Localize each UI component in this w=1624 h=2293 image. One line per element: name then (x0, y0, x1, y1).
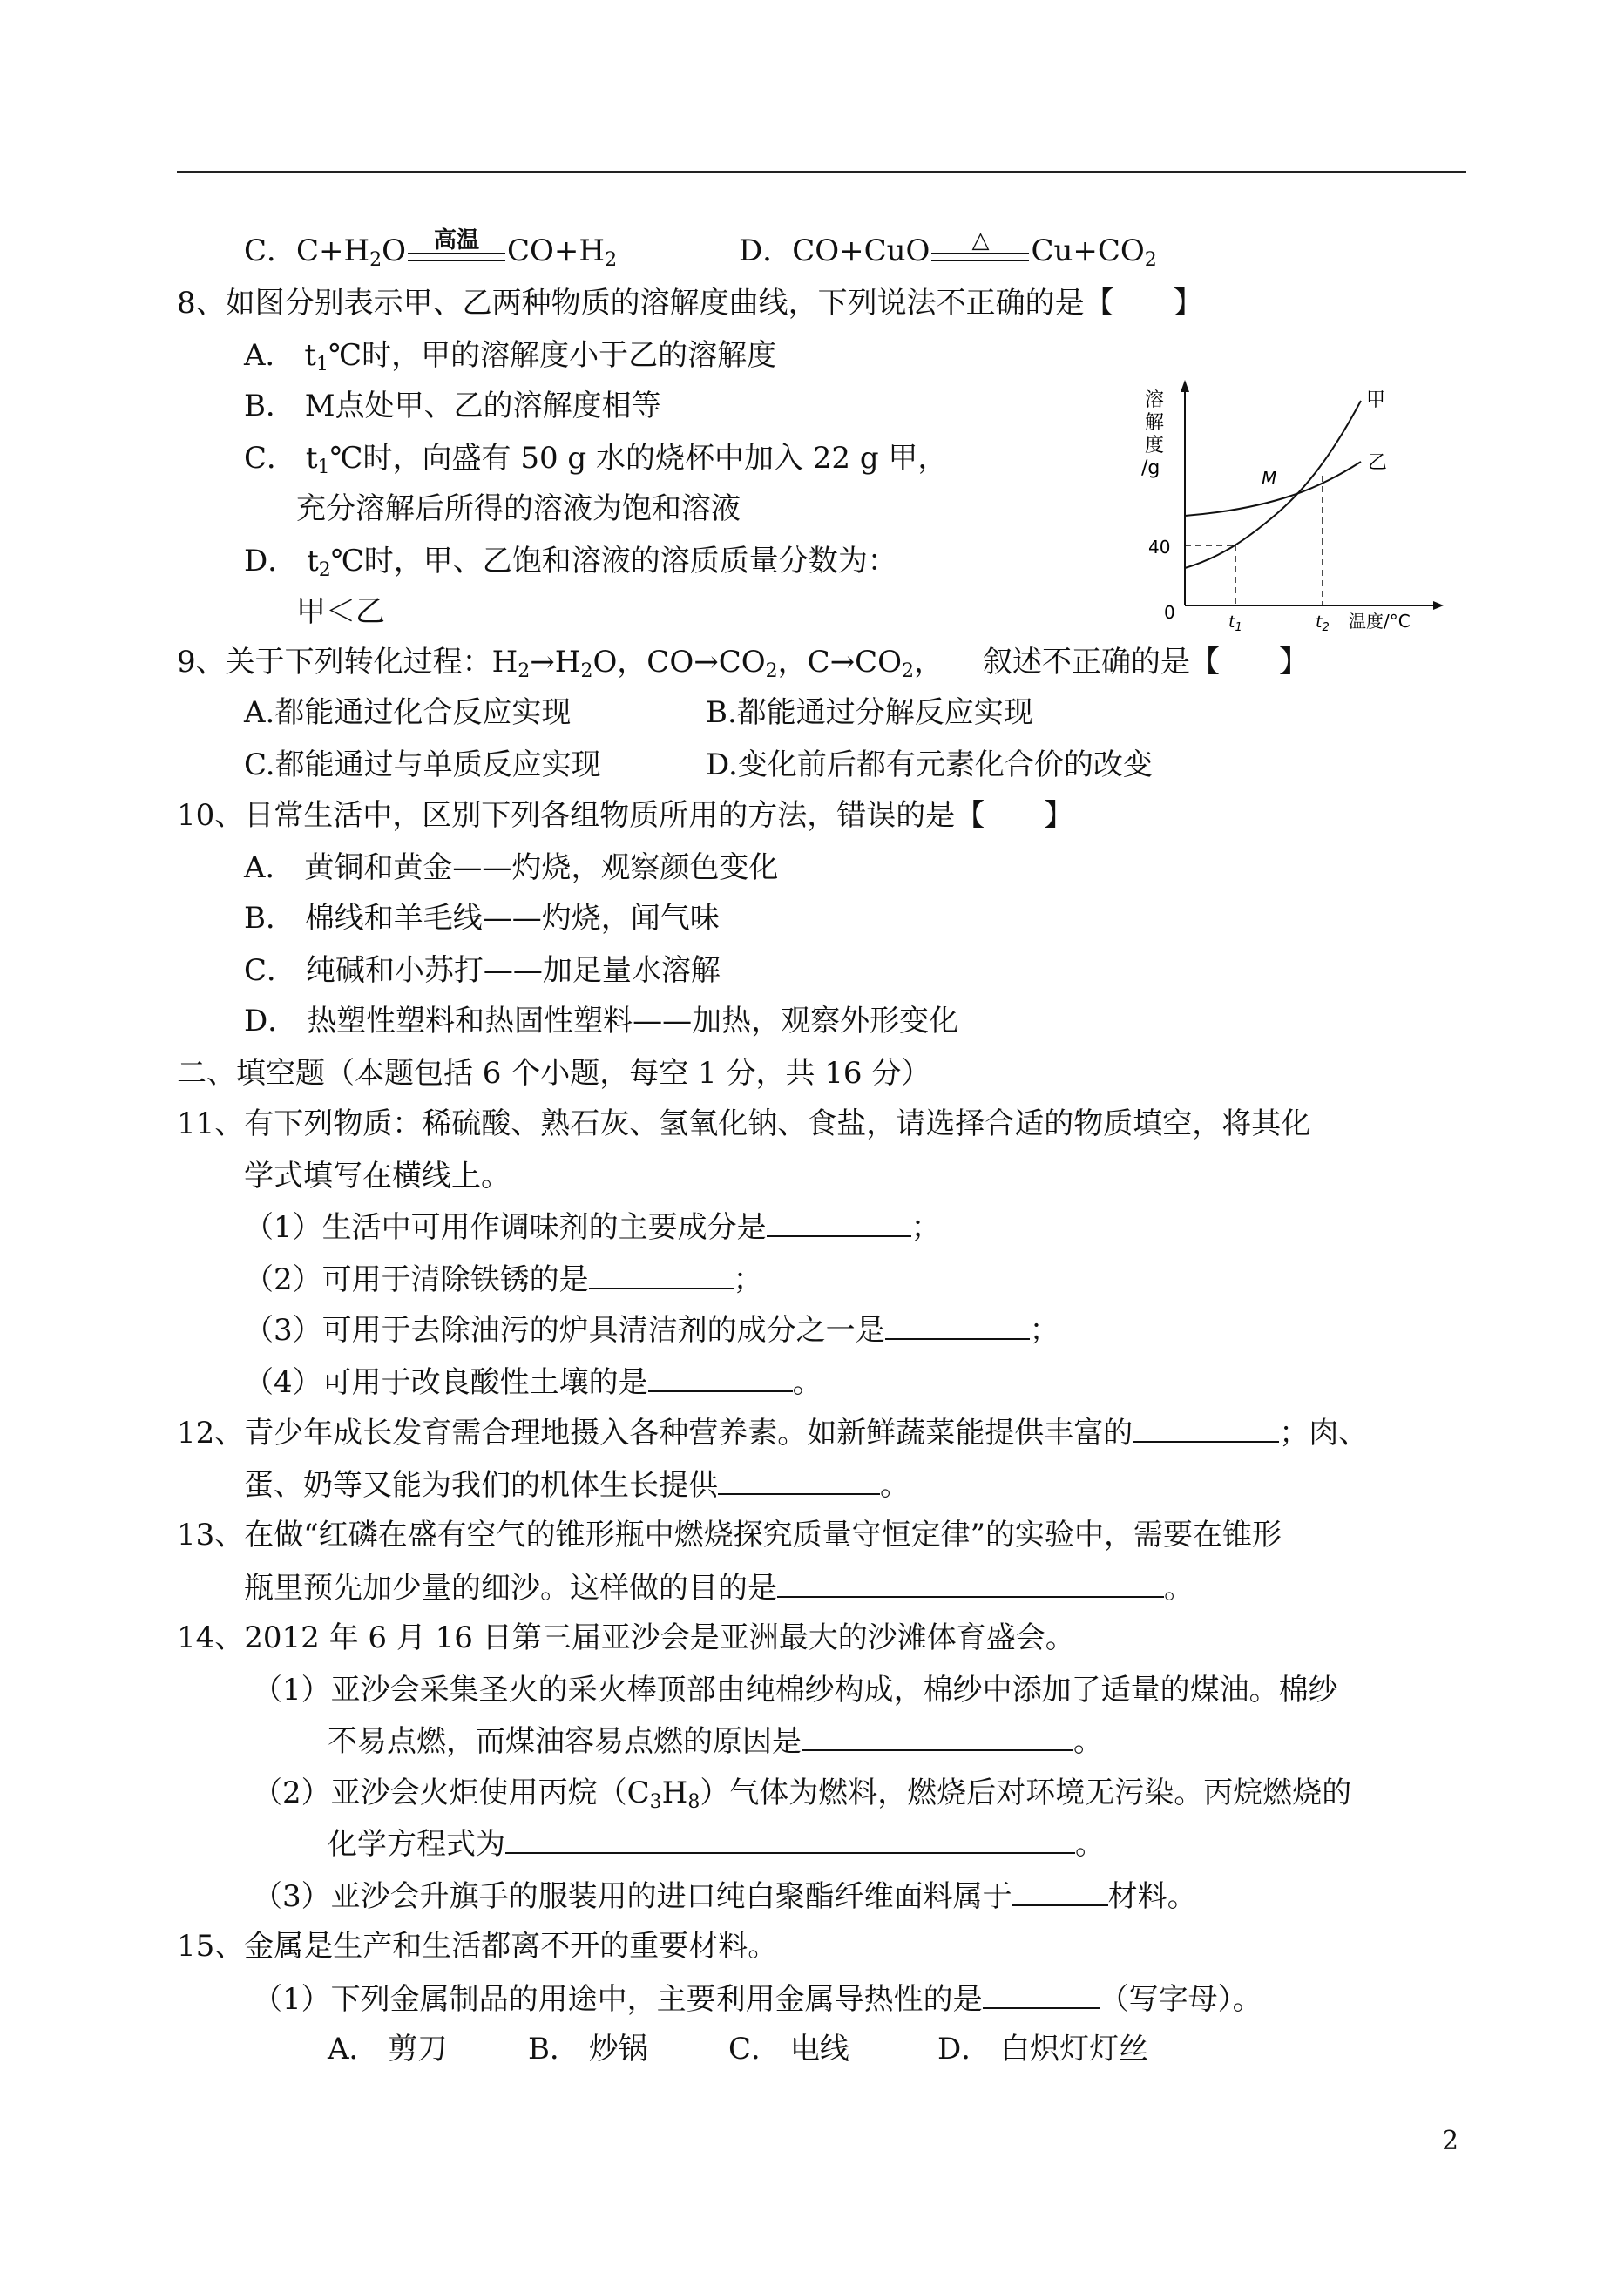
q14-part-1-cont: 不易点燃，而煤油容易点燃的原因是 。 (328, 1724, 1103, 1759)
answer-blank[interactable] (718, 1467, 880, 1495)
q8-option-c-cont: 充分溶解后所得的溶液为饱和溶液 (296, 491, 741, 526)
q14-part-3: （3）亚沙会升旗手的服装用的进口纯白聚酯纤维面料属于 材料。 (253, 1879, 1197, 1914)
q11-part-2: （2）可用于清除铁锈的是 ； (244, 1262, 763, 1297)
q15-part-1: （1）下列金属制品的用途中，主要利用金属导热性的是 （写字母）。 (253, 1982, 1262, 2017)
x-tick-t2: $t_2$ (1316, 612, 1330, 634)
q15-option-a: A． 剪刀 (328, 2032, 448, 2066)
q8-stem: 8、如图分别表示甲、乙两种物质的溶解度曲线，下列说法不正确的是【 】 (177, 286, 1203, 321)
q15-option-b: B． 炒锅 (528, 2032, 648, 2066)
y-axis-label-3: 度 (1145, 435, 1165, 457)
series-jia-label: 甲 (1366, 389, 1386, 411)
y-tick-40: 40 (1148, 537, 1171, 558)
q10-option-a: A． 黄铜和黄金——灼烧，观察颜色变化 (244, 850, 779, 885)
x-axis-label: 温度/°C (1349, 611, 1411, 632)
q8-option-d-cont: 甲＜乙 (296, 594, 385, 629)
q13-line-1: 13、在做“红磷在盛有空气的锥形瓶中燃烧探究质量守恒定律”的实验中，需要在锥形 (177, 1518, 1282, 1552)
q9-option-d: D.变化前后都有元素化合价的改变 (706, 747, 1153, 782)
point-m-label: M (1262, 468, 1277, 489)
q11-part-1: （1）生活中可用作调味剂的主要成分是 ； (244, 1210, 941, 1245)
q7-option-d: D．CO+CuO △ $Cu+CO_2$ (739, 227, 1157, 271)
q9-stem-tail: 叙述不正确的是【 】 (983, 645, 1309, 680)
answer-blank[interactable] (505, 1826, 1075, 1854)
x-tick-t1: $t_1$ (1228, 612, 1242, 634)
q11-part-3: （3）可用于去除油污的炉具清洁剂的成分之一是 ； (244, 1313, 1059, 1348)
q10-option-c: C． 纯碱和小苏打——加足量水溶解 (244, 953, 721, 988)
answer-blank[interactable] (767, 1209, 911, 1237)
q15-option-d: D． 白炽灯灯丝 (937, 2032, 1149, 2066)
section-2-heading: 二、填空题（本题包括 6 个小题，每空 1 分，共 16 分） (177, 1056, 931, 1091)
q15-option-c: C． 电线 (728, 2032, 849, 2066)
q8-option-a: A． $t_1℃$时，甲的溶解度小于乙的溶解度 (244, 338, 777, 375)
y-axis-label-1: 溶 (1145, 389, 1165, 411)
q12-line-1: 12、青少年成长发育需合理地摄入各种营养素。如新鲜蔬菜能提供丰富的 ；肉、 (177, 1416, 1369, 1451)
q11-part-4: （4）可用于改良酸性土壤的是 。 (244, 1365, 822, 1400)
q9-option-b: B.都能通过分解反应实现 (706, 695, 1033, 730)
answer-blank[interactable] (983, 1981, 1100, 2009)
q11-stem-cont: 学式填写在横线上。 (244, 1159, 511, 1194)
reaction-condition-heat: △ (931, 233, 1029, 268)
y-axis-label-4: /g (1141, 457, 1160, 479)
q9-stem: 9、关于下列转化过程：$H_2\to H_2O$，$CO\to CO_2$，$C\to CO_2$， (177, 645, 944, 682)
header-rule (177, 171, 1466, 173)
q13-line-2: 瓶里预先加少量的细沙。这样做的目的是 。 (244, 1571, 1194, 1606)
q10-stem: 10、日常生活中，区别下列各组物质所用的方法，错误的是【 】 (177, 798, 1074, 833)
x-axis-arrow (1433, 601, 1444, 610)
q10-option-b: B． 棉线和羊毛线——灼烧，闻气味 (244, 901, 720, 936)
q9-option-a: A.都能通过化合反应实现 (244, 695, 572, 730)
page-number: 2 (1442, 2126, 1459, 2156)
q14-part-2: （2）亚沙会火炬使用丙烷$(C_3H_8)$气体为燃料，燃烧后对环境无污染。丙烷燃烧的 (253, 1776, 1352, 1813)
q12-line-2: 蛋、奶等又能为我们的机体生长提供 。 (244, 1468, 910, 1503)
q15-stem: 15、金属是生产和生活都离不开的重要材料。 (177, 1929, 778, 1964)
answer-blank[interactable] (1012, 1878, 1108, 1906)
q8-option-b: B． M点处甲、乙的溶解度相等 (244, 389, 661, 423)
origin-label: 0 (1164, 602, 1175, 623)
y-axis-label-2: 解 (1145, 412, 1165, 434)
answer-blank[interactable] (648, 1364, 793, 1392)
series-yi-label: 乙 (1368, 452, 1388, 474)
q8-option-c: C． $t_1℃$时，向盛有 50 g 水的烧杯中加入 22 g 甲， (244, 441, 948, 478)
q7-option-c: C．$C+H_2O$ 高温 $CO+H_2$ (244, 227, 618, 271)
y-axis-arrow (1181, 380, 1189, 392)
q14-part-2-cont: 化学方程式为 。 (328, 1827, 1105, 1862)
answer-blank[interactable] (802, 1723, 1073, 1751)
q11-stem: 11、有下列物质：稀硫酸、熟石灰、氢氧化钠、食盐，请选择合适的物质填空，将其化 (177, 1106, 1311, 1141)
q8-option-d: D． $t_2℃$时，甲、乙饱和溶液的溶质质量分数为： (244, 544, 897, 581)
reaction-condition-high-temp: 高温 (408, 233, 505, 268)
answer-blank[interactable] (1133, 1415, 1279, 1443)
q14-stem: 14、2012 年 6 月 16 日第三届亚沙会是亚洲最大的沙滩体育盛会。 (177, 1620, 1075, 1655)
q10-option-d: D． 热塑性塑料和热固性塑料——加热，观察外形变化 (244, 1004, 959, 1038)
solubility-chart (1133, 375, 1446, 636)
q14-part-1: （1）亚沙会采集圣火的采火棒顶部由纯棉纱构成，棉纱中添加了适量的煤油。棉纱 (253, 1673, 1338, 1708)
answer-blank[interactable] (777, 1570, 1164, 1598)
q9-option-c: C.都能通过与单质反应实现 (244, 747, 601, 782)
answer-blank[interactable] (589, 1261, 734, 1289)
answer-blank[interactable] (885, 1312, 1030, 1340)
